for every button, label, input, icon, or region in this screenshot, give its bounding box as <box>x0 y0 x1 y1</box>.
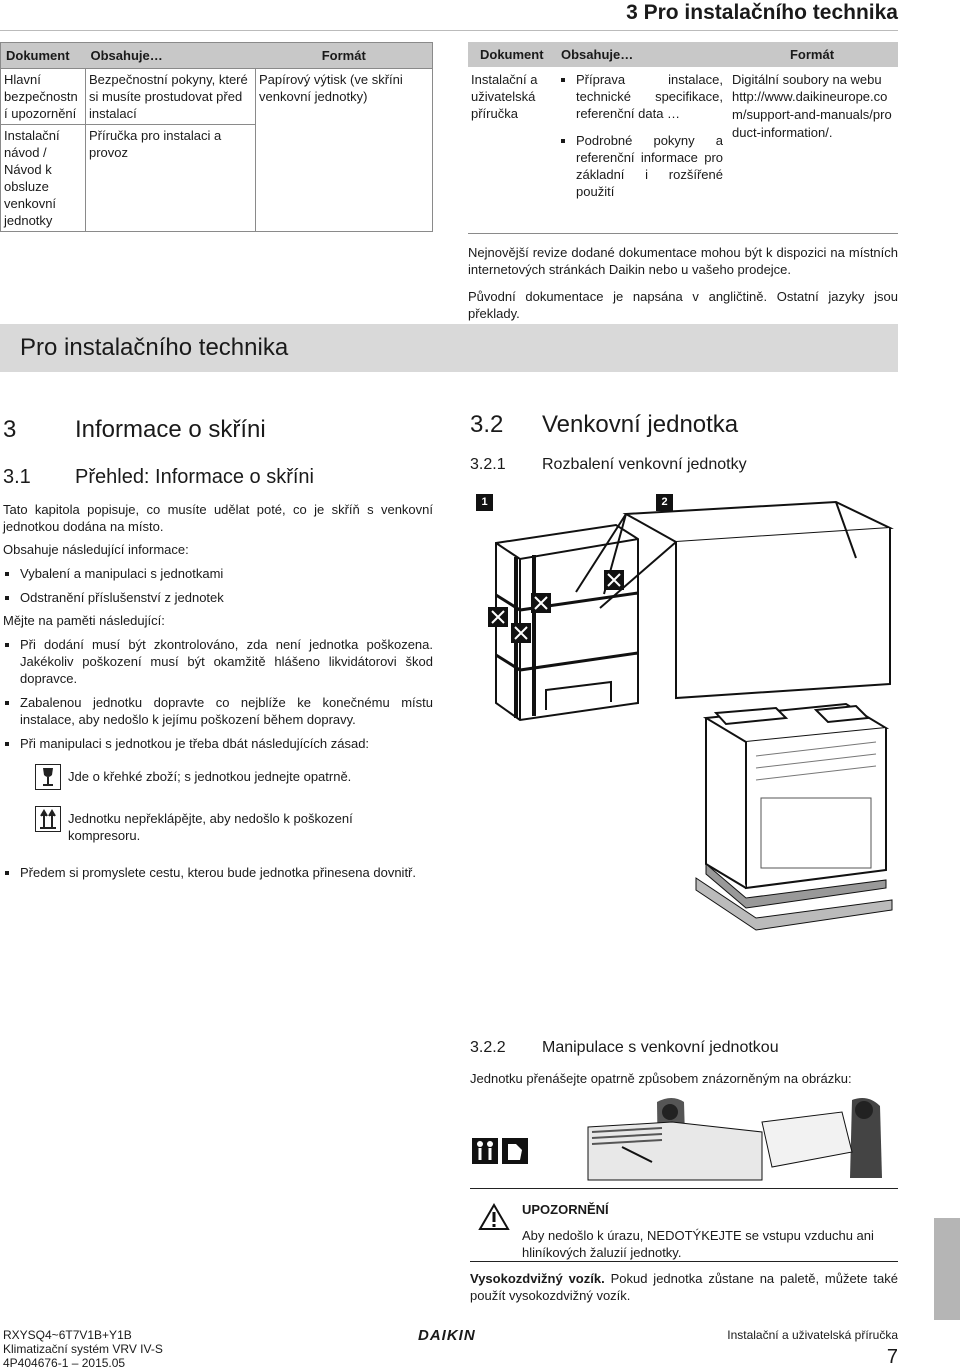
section-title: Venkovní jednotka <box>542 411 739 438</box>
table-cell: Papírový výtisk (ve skříni venkovní jednotky) <box>256 69 433 232</box>
section-3-2 <box>470 410 898 475</box>
step-badge-1: 1 <box>476 494 493 511</box>
fragile-row <box>3 764 433 800</box>
warning-triangle-icon <box>478 1203 510 1231</box>
list-item: Vybalení a manipulaci s jednotkami <box>3 565 433 582</box>
section-title: Rozbalení venkovní jednotky <box>542 456 747 473</box>
this-way-up-icon <box>35 806 61 832</box>
forklift-text: Pokud jednotka zůstane na paletě, můžete také použít vysokozdvižný vozík. <box>470 1271 898 1303</box>
section-title: Manipulace s venkovní jednotkou <box>542 1039 779 1056</box>
table-cell <box>726 67 898 233</box>
section-number: 3.2 <box>470 411 504 438</box>
section-3 <box>3 415 433 887</box>
section-banner: Pro instalačního technika <box>0 324 898 372</box>
list-item: Zabalenou jednotku dopravte co nejblíže ke konečnému místu instalace, aby nedošlo k jejímu poškození během dopravy. <box>3 694 433 728</box>
table-cell: Příručka pro instalaci a provoz <box>86 125 256 232</box>
caution-text: Aby nedošlo k úrazu, NEDOTÝKEJTE se vstupu vzduchu ani hliníkových žaluzií jednotky. <box>522 1228 874 1260</box>
list-item: Při dodání musí být zkontrolováno, zda není jednotka poškozena. Jakékoliv poškození musí být okamžitě hlášeno likvidátorovi škod dopravce. <box>3 636 433 687</box>
subsection-heading <box>470 455 898 475</box>
documents-table-left <box>0 42 433 232</box>
upright-row <box>3 806 433 858</box>
format-link[interactable]: http://www.daikineurope.com/support-and-manuals/product-information/. <box>732 89 892 140</box>
contains-label: Obsahuje následující informace: <box>3 542 189 557</box>
col-header-format: Formát <box>256 43 433 69</box>
handling-text: Jednotku přenášejte opatrně způsobem znázorněným na obrázku: <box>470 1071 852 1086</box>
table-row <box>468 67 898 233</box>
unboxing-illustration <box>556 498 898 988</box>
step-badge-2: 2 <box>656 494 673 511</box>
list-item: Při manipulaci s jednotkou je třeba dbát následujících zásad: <box>3 735 433 752</box>
section-title: Informace o skříni <box>75 416 266 443</box>
fragile-glass-icon <box>35 764 61 790</box>
forklift-label: Vysokozdvižný vozík. <box>470 1271 605 1286</box>
fragile-text: Jde o křehké zboží; s jednotkou jednejte opatrně. <box>68 769 352 784</box>
footer-code: 4P404676-1 – 2015.05 <box>3 1356 126 1370</box>
carry-unit-illustration <box>472 1092 898 1182</box>
table-cell: Instalační návod / Návod k obsluze venkovní jednotky <box>1 125 86 232</box>
section-heading <box>3 415 433 445</box>
caution-title: UPOZORNĚNÍ <box>522 1202 609 1217</box>
page-number: 7 <box>886 1346 898 1368</box>
forklift-paragraph <box>470 1270 898 1304</box>
section-number: 3.2.2 <box>470 1039 506 1056</box>
documents-table-right <box>468 42 898 322</box>
page-header-title: 3 Pro instalačního technika <box>626 1 898 24</box>
header-rule <box>0 30 898 31</box>
col-header-document: Dokument <box>1 43 86 69</box>
upright-text: Jednotku nepřeklápějte, aby nedošlo k poškození kompresoru. <box>68 811 353 843</box>
caution-box <box>470 1188 898 1262</box>
table-cell: Instalační a uživatelská příručka <box>471 72 538 121</box>
list-item: Podrobné pokyny a referenční informace pro základní i rozšířené použití <box>559 132 723 200</box>
list-item: Odstranění příslušenství z jednotek <box>3 589 433 606</box>
footer-manual: Instalační a uživatelská příručka <box>727 1328 898 1342</box>
section-number: 3.1 <box>3 466 31 488</box>
col-header-contains: Obsahuje… <box>556 42 726 67</box>
remember-label: Mějte na paměti následující: <box>3 613 165 628</box>
col-header-contains: Obsahuje… <box>86 43 256 69</box>
col-header-format: Formát <box>726 42 898 67</box>
workers-carrying-unit <box>588 1098 882 1180</box>
section-number: 3 <box>3 416 17 443</box>
subsection-heading <box>470 1038 898 1058</box>
two-person-lift-icon <box>472 1138 498 1164</box>
section-number: 3.2.1 <box>470 456 506 473</box>
footer-system: Klimatizační systém VRV IV-S <box>3 1342 163 1356</box>
table-row <box>1 69 433 125</box>
list-item: Příprava instalace, technické specifikace, referenční data … <box>559 71 723 122</box>
table-cell <box>556 67 726 233</box>
note-text: Nejnovější revize dodané dokumentace mohou být k dispozici na místních internetových stránkách Daikin nebo u vašeho prodejce. <box>468 244 898 277</box>
section-title: Přehled: Informace o skříni <box>75 466 314 488</box>
table-cell: Hlavní bezpečnostn í upozornění <box>1 69 86 125</box>
col-header-document: Dokument <box>468 42 556 67</box>
note-text: Původní dokumentace je napsána v angličtině. Ostatní jazyky jsou překlady. <box>468 288 898 321</box>
table-cell: Bezpečnostní pokyny, které si musíte prostudovat před instalací <box>86 69 256 125</box>
section-3-2-2 <box>470 1038 898 1087</box>
format-text: Digitální soubory na webu <box>732 72 882 87</box>
subsection-heading <box>3 465 433 489</box>
page-side-tab <box>934 1218 960 1320</box>
footer-model: RXYSQ4~6T7V1B+Y1B <box>3 1328 132 1342</box>
section-heading <box>470 410 898 440</box>
intro-text: Tato kapitola popisuje, co musíte udělat poté, co je skříň s venkovní jednotkou dodána na místo. <box>3 502 433 534</box>
list-item: Předem si promyslete cestu, kterou bude jednotka přinesena dovnitř. <box>3 864 433 881</box>
brand-logo: DAIKIN <box>418 1327 476 1344</box>
